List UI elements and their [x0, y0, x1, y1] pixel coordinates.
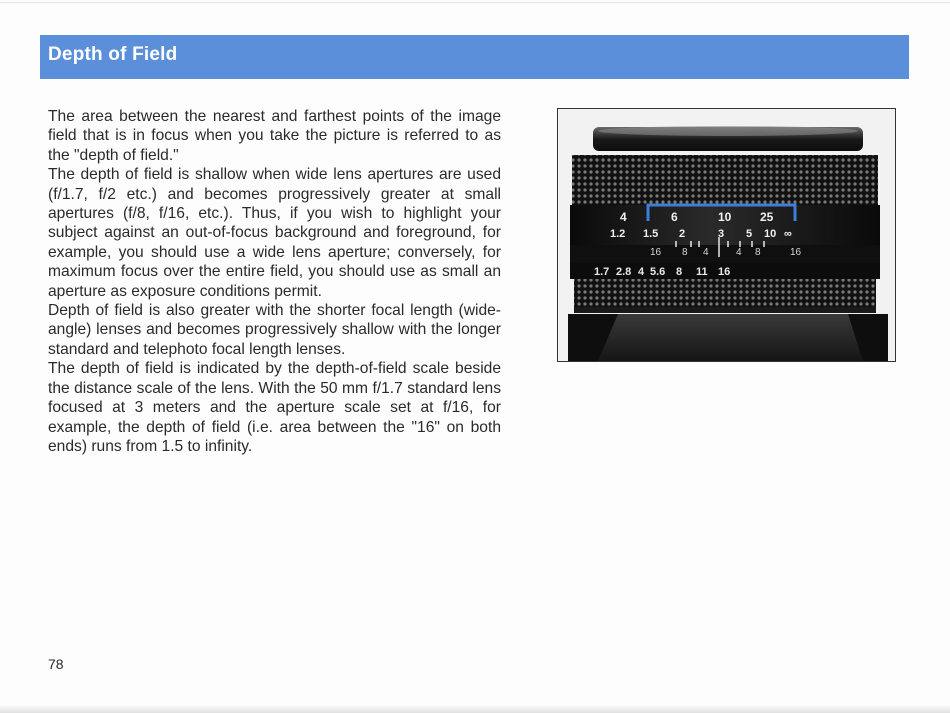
distance-meter-label: 10 [764, 228, 777, 240]
distance-feet-label: 10 [718, 210, 732, 224]
paragraph: Depth of field is also greater with the shorter focal length (wide-angle) lenses and becomes progressively shallow with the longer standard and telephoto focal length lenses. [48, 302, 501, 358]
dof-scale-label: 4 [703, 247, 709, 258]
dof-scale-label: 8 [755, 247, 761, 258]
top-rule [0, 2, 950, 3]
lens-illustration [558, 109, 895, 361]
distance-feet-label: 25 [760, 210, 774, 224]
distance-meter-label: 5 [746, 228, 753, 240]
aperture-label: 16 [718, 266, 731, 278]
aperture-label: 2.8 [616, 266, 632, 278]
distance-meter-label: ∞ [784, 228, 792, 240]
distance-meter-label: 1.5 [643, 228, 659, 240]
aperture-label: 1.7 [594, 266, 610, 278]
section-title: Depth of Field [48, 44, 178, 65]
distance-meter-label: 2 [679, 228, 686, 240]
dof-scale-label: 16 [650, 247, 662, 258]
body-text [48, 107, 501, 456]
dof-scale-label: 16 [790, 247, 802, 258]
page-number: 78 [48, 656, 64, 672]
distance-feet-label: 4 [620, 210, 627, 224]
dof-scale-label: 4 [736, 247, 742, 258]
section-header [40, 35, 909, 79]
aperture-label: 5.6 [650, 266, 666, 278]
dof-scale-label: 8 [682, 247, 688, 258]
aperture-label: 4 [638, 266, 645, 278]
paragraph: The area between the nearest and farthest points of the image field that is in focus when you take the picture is referred to as the "depth of field." [48, 108, 501, 164]
paragraph: The depth of field is indicated by the depth-of-field scale beside the distance scale of the lens. With the 50 mm f/1.7 standard lens focused at 3 meters and the aperture scale set at f/16, for example, the depth of field (i.e. area between the "16" on both ends) runs from 1.5 to infinity. [48, 360, 501, 455]
aperture-label: 8 [676, 266, 683, 278]
distance-feet-label: 6 [671, 210, 678, 224]
distance-meter-label: 1.2 [610, 228, 626, 240]
distance-meter-label: 3 [718, 228, 725, 240]
page-edge [0, 705, 950, 713]
paragraph: The depth of field is shallow when wide lens apertures are used (f/1.7, f/2 etc.) and becomes progressively greater at small apertures (f/8, f/16, etc.). Thus, if you wish to highlight your subject against an out-of-focus background and foreground, for example, you should use a wide lens aperture; conversely, for maximum focus over the entire field, you should use as small an aperture as exposure conditions permit. [48, 166, 501, 300]
aperture-label: 11 [696, 266, 708, 278]
lens-photo [557, 108, 896, 362]
